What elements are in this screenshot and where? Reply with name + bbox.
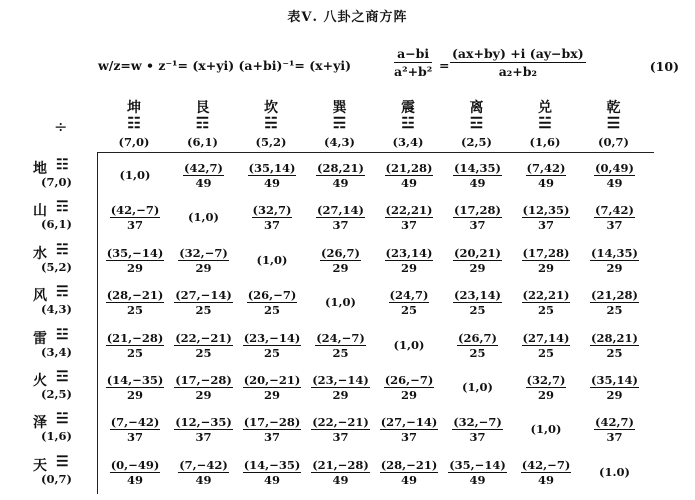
cell-denominator: 49 [263, 176, 280, 190]
matrix-cell [446, 373, 510, 394]
cell-numerator: (24,−7) [316, 330, 365, 345]
row-trigram-name: 水 [33, 245, 47, 262]
matrix-cell [583, 203, 647, 232]
matrix-cell [377, 331, 441, 352]
cell-numerator: (26,7) [321, 245, 360, 260]
column-trigram-name: 兑 [538, 100, 552, 116]
cell-denominator: 29 [126, 260, 143, 275]
matrix-cell [240, 246, 304, 267]
cell-numerator: (0,49) [595, 161, 634, 175]
matrix-cell [103, 415, 167, 444]
row-trigram-code: (5,2) [41, 259, 72, 274]
matrix-cell [377, 415, 441, 444]
cell-denominator: 37 [263, 430, 280, 445]
cell-numerator: (22,−21) [175, 330, 232, 345]
row-trigram-name: 天 [33, 457, 47, 474]
cell-denominator: 37 [126, 218, 143, 233]
equation-number: (10) [649, 59, 679, 74]
trigram-icon: ☲ [469, 114, 484, 132]
matrix-cell [446, 288, 510, 317]
column-trigram-name: 巽 [332, 100, 347, 116]
cell-numerator: (27,14) [522, 330, 570, 345]
matrix-cell [514, 458, 578, 487]
cell-denominator: 29 [263, 388, 280, 402]
matrix-cell [103, 331, 167, 360]
matrix-cell [309, 458, 373, 487]
matrix-cell [446, 331, 510, 360]
cell-denominator: 29 [400, 260, 417, 275]
matrix-cell [240, 373, 304, 402]
column-trigram-name: 震 [401, 100, 415, 116]
cell-denominator: 25 [469, 303, 486, 318]
cell-numerator: (42,7) [184, 161, 223, 175]
matrix-cell [172, 161, 236, 190]
cell-numerator: (35,−14) [106, 245, 164, 260]
fraction-1-numerator: a−bi [394, 46, 432, 63]
cell-numerator: (28,−21) [106, 288, 164, 303]
row-trigram-code: (6,1) [41, 217, 72, 232]
matrix-cell [309, 246, 373, 275]
trigram-icon: ☳ [56, 326, 69, 343]
matrix-cell [309, 373, 373, 402]
row-trigram-name: 山 [33, 203, 47, 220]
cell-numerator: (21,−28) [312, 457, 369, 472]
formula-lhs: w/z=w • z⁻¹= (x+yi) (a+bi)⁻¹= (x+yi) [98, 58, 352, 73]
matrix-cell [377, 373, 441, 402]
formula-fraction-2 [450, 46, 586, 79]
cell-denominator: 25 [332, 345, 349, 360]
matrix-cell [172, 203, 236, 224]
cell-denominator: 29 [469, 260, 486, 275]
cell-denominator: 25 [469, 345, 486, 360]
cell-numerator: (23,−14) [243, 330, 301, 345]
cell-denominator: 37 [263, 218, 280, 233]
trigram-icon: ☵ [264, 114, 278, 132]
cell-denominator: 25 [195, 303, 212, 318]
cell-denominator: 29 [606, 388, 623, 402]
matrix-cell [583, 331, 647, 360]
cell-numerator: (32,−7) [453, 415, 502, 430]
matrix-cell [240, 288, 304, 317]
cell-numerator: (0,−49) [110, 457, 160, 472]
matrix-cell [377, 246, 441, 275]
cell-denominator: 37 [126, 430, 143, 445]
cell-unit-value: (1,0) [256, 252, 288, 267]
matrix-cell [446, 415, 510, 444]
matrix-cell [514, 203, 578, 232]
cell-numerator: (27,−14) [175, 288, 232, 303]
cell-unit-value: (1,0) [188, 210, 219, 225]
fraction-1-denominator: a²+b² [394, 64, 433, 79]
cell-denominator: 49 [537, 472, 554, 487]
cell-numerator: (23,−14) [312, 373, 369, 387]
quotient-matrix [97, 152, 654, 494]
cell-denominator: 49 [263, 472, 280, 487]
trigram-icon: ☰ [56, 453, 69, 470]
cell-denominator: 25 [263, 345, 280, 360]
cell-denominator: 37 [469, 218, 486, 233]
cell-numerator: (35,14) [591, 373, 638, 387]
matrix-cell [514, 415, 578, 436]
column-header [308, 97, 372, 149]
row-trigram-code: (4,3) [41, 302, 72, 317]
row-trigram-name: 地 [33, 161, 47, 177]
trigram-icon: ☴ [332, 114, 347, 132]
trigram-icon: ☷ [56, 157, 69, 173]
matrix-cell [172, 415, 236, 444]
cell-unit-value: (1,0) [325, 295, 356, 310]
cell-numerator: (28,−21) [380, 457, 438, 472]
matrix-cell [240, 203, 304, 232]
matrix-cell [172, 458, 236, 487]
cell-denominator: 37 [537, 218, 554, 233]
matrix-cell [172, 246, 236, 275]
cell-numerator: (23,14) [385, 245, 433, 260]
matrix-cell [309, 288, 373, 309]
matrix-cell [240, 458, 304, 487]
cell-denominator: 37 [332, 218, 349, 233]
cell-denominator: 25 [195, 345, 212, 360]
cell-denominator: 29 [195, 260, 212, 275]
cell-numerator: (12,−35) [175, 415, 232, 430]
matrix-cell [172, 331, 236, 360]
matrix-cell [309, 415, 373, 444]
cell-numerator: (32,7) [526, 373, 566, 387]
matrix-cell [103, 161, 167, 182]
column-header [513, 97, 577, 149]
column-trigram-code: (6,1) [187, 135, 218, 149]
cell-denominator: 49 [332, 176, 349, 190]
cell-denominator: 37 [606, 218, 623, 233]
cell-numerator: (14,35) [591, 245, 638, 260]
cell-numerator: (14,−35) [243, 457, 301, 472]
cell-denominator: 37 [195, 430, 212, 445]
matrix-cell [514, 161, 578, 190]
cell-numerator: (22,21) [522, 288, 570, 303]
row-trigram-name: 风 [33, 288, 47, 305]
row-trigram-code: (2,5) [41, 387, 72, 401]
matrix-cell [172, 288, 236, 317]
matrix-cell [103, 373, 167, 402]
cell-denominator: 25 [400, 303, 417, 318]
cell-numerator: (32,−7) [179, 245, 228, 260]
table-title: 表Ⅴ. 八卦之商方阵 [287, 10, 408, 25]
cell-numerator: (20,−21) [243, 373, 301, 387]
trigram-icon: ☵ [56, 241, 69, 258]
matrix-cell [377, 288, 441, 317]
cell-numerator: (24,7) [389, 288, 429, 303]
cell-unit-value: (1,0) [119, 168, 151, 182]
column-trigram-code: (2,5) [461, 135, 492, 149]
cell-denominator: 25 [263, 303, 280, 318]
cell-numerator: (17,28) [522, 245, 570, 260]
cell-numerator: (27,14) [317, 203, 364, 218]
column-trigram-name: 离 [469, 100, 484, 116]
matrix-cell [377, 203, 441, 232]
matrix-cell [103, 288, 167, 317]
column-trigram-name: 艮 [195, 100, 210, 116]
cell-numerator: (17,−28) [243, 415, 301, 430]
cell-unit-value: (1,0) [462, 380, 493, 394]
row-trigram-code: (0,7) [41, 471, 72, 486]
matrix-cell [103, 203, 167, 232]
cell-denominator: 29 [400, 388, 417, 402]
cell-denominator: 29 [537, 388, 554, 402]
matrix-cell [583, 288, 647, 317]
cell-numerator: (7,−42) [179, 457, 228, 472]
trigram-icon: ☷ [127, 114, 141, 132]
column-header [239, 97, 303, 149]
cell-numerator: (26,−7) [247, 288, 297, 303]
cell-numerator: (28,21) [317, 161, 364, 175]
matrix-cell [583, 415, 647, 444]
row-trigram-name: 火 [33, 373, 47, 389]
cell-numerator: (22,21) [385, 203, 433, 218]
trigram-icon: ☴ [56, 284, 69, 301]
row-trigram-name: 泽 [33, 415, 47, 432]
cell-denominator: 37 [400, 218, 417, 233]
trigram-icon: ☲ [56, 369, 69, 385]
division-formula [98, 46, 638, 86]
cell-unit-value: (1.0) [599, 464, 630, 479]
cell-numerator: (23,14) [454, 288, 501, 303]
cell-denominator: 25 [606, 303, 623, 318]
matrix-cell [514, 288, 578, 317]
matrix-cell [103, 458, 167, 487]
column-trigram-code: (7,0) [118, 135, 150, 149]
matrix-cell [514, 331, 578, 360]
cell-denominator: 49 [469, 176, 486, 190]
matrix-cell [309, 203, 373, 232]
cell-numerator: (21,28) [591, 288, 638, 303]
cell-numerator: (7,42) [595, 203, 634, 218]
cell-numerator: (22,−21) [312, 415, 369, 430]
cell-numerator: (26,−7) [384, 373, 434, 387]
fraction-2-denominator: a₂+b₂ [498, 64, 537, 79]
row-trigram-code: (7,0) [41, 175, 72, 189]
cell-numerator: (21,−28) [106, 330, 164, 345]
matrix-cell [446, 246, 510, 275]
column-header [376, 97, 440, 149]
cell-numerator: (17,28) [454, 203, 501, 218]
row-trigram-code: (3,4) [41, 344, 72, 359]
cell-denominator: 49 [606, 176, 623, 190]
matrix-cell [583, 161, 647, 190]
column-trigram-code: (4,3) [324, 135, 355, 149]
matrix-cell [583, 373, 647, 402]
cell-numerator: (32,7) [252, 203, 292, 218]
cell-denominator: 49 [332, 472, 349, 487]
formula-fraction-1 [394, 46, 432, 79]
cell-numerator: (7,−42) [110, 415, 160, 430]
column-trigram-name: 坤 [127, 100, 141, 116]
column-header [445, 97, 509, 149]
trigram-icon: ☶ [56, 199, 69, 216]
cell-numerator: (12,35) [522, 203, 570, 218]
column-header [102, 97, 166, 149]
trigram-icon: ☳ [401, 114, 415, 132]
trigram-icon: ☰ [606, 114, 621, 132]
cell-unit-value: (1,0) [393, 337, 425, 352]
trigram-icon: ☱ [56, 411, 69, 428]
cell-denominator: 49 [195, 176, 212, 190]
cell-denominator: 37 [332, 430, 349, 445]
column-trigram-code: (5,2) [255, 135, 287, 149]
cell-denominator: 25 [606, 345, 623, 360]
cell-denominator: 29 [537, 260, 554, 275]
matrix-cell [583, 458, 647, 479]
trigram-icon: ☶ [195, 114, 210, 132]
matrix-cell [103, 246, 167, 275]
cell-denominator: 25 [126, 345, 143, 360]
cell-denominator: 49 [469, 472, 486, 487]
matrix-cell [240, 161, 304, 190]
cell-numerator: (27,−14) [380, 415, 438, 430]
column-header [171, 97, 235, 149]
cell-denominator: 29 [606, 260, 623, 275]
matrix-cell [240, 415, 304, 444]
matrix-cell [446, 458, 510, 487]
matrix-cell [583, 246, 647, 275]
formula-equals: = [439, 58, 450, 73]
cell-numerator: (42,−7) [521, 457, 571, 472]
cell-denominator: 49 [195, 472, 212, 487]
matrix-cell [172, 373, 236, 402]
cell-denominator: 29 [332, 260, 349, 275]
cell-numerator: (21,28) [385, 161, 433, 175]
cell-denominator: 25 [537, 303, 554, 318]
column-trigram-code: (1,6) [529, 135, 561, 149]
cell-denominator: 29 [126, 388, 143, 402]
column-trigram-code: (3,4) [392, 135, 424, 149]
cell-denominator: 37 [400, 430, 417, 445]
column-trigram-code: (0,7) [598, 135, 629, 149]
cell-unit-value: (1,0) [530, 422, 562, 437]
cell-denominator: 49 [126, 472, 143, 487]
matrix-cell [377, 161, 441, 190]
matrix-cell [377, 458, 441, 487]
matrix-cell [514, 373, 578, 402]
cell-numerator: (14,−35) [106, 373, 164, 387]
trigram-icon: ☱ [538, 114, 552, 132]
cell-numerator: (35,14) [248, 161, 296, 175]
cell-denominator: 37 [469, 430, 486, 445]
matrix-cell [446, 203, 510, 232]
matrix-cell [514, 246, 578, 275]
cell-numerator: (17,−28) [175, 373, 232, 387]
row-trigram-name: 雷 [33, 330, 47, 347]
cell-denominator: 49 [400, 176, 417, 190]
cell-denominator: 25 [126, 303, 143, 318]
cell-denominator: 37 [606, 430, 623, 445]
matrix-cell [240, 331, 304, 360]
cell-numerator: (26,7) [458, 330, 497, 345]
matrix-cell [309, 331, 373, 360]
cell-numerator: (20,21) [454, 245, 501, 260]
cell-numerator: (28,21) [591, 330, 638, 345]
column-trigram-name: 坎 [264, 100, 278, 116]
cell-numerator: (7,42) [526, 161, 566, 175]
cell-denominator: 29 [195, 388, 212, 402]
cell-denominator: 25 [537, 345, 554, 360]
column-header [582, 97, 646, 149]
cell-numerator: (35,−14) [449, 457, 506, 472]
divide-symbol: ÷ [54, 117, 68, 136]
cell-denominator: 49 [537, 176, 554, 190]
cell-denominator: 49 [400, 472, 417, 487]
column-trigram-name: 乾 [606, 100, 621, 116]
cell-numerator: (42,7) [595, 415, 634, 430]
matrix-cell [446, 161, 510, 190]
cell-numerator: (42,−7) [110, 203, 160, 218]
cell-denominator: 29 [332, 388, 349, 402]
cell-numerator: (14,35) [454, 161, 501, 175]
row-trigram-code: (1,6) [41, 429, 72, 444]
fraction-2-numerator: (ax+by) +i (ay−bx) [452, 46, 584, 61]
matrix-cell [309, 161, 373, 190]
